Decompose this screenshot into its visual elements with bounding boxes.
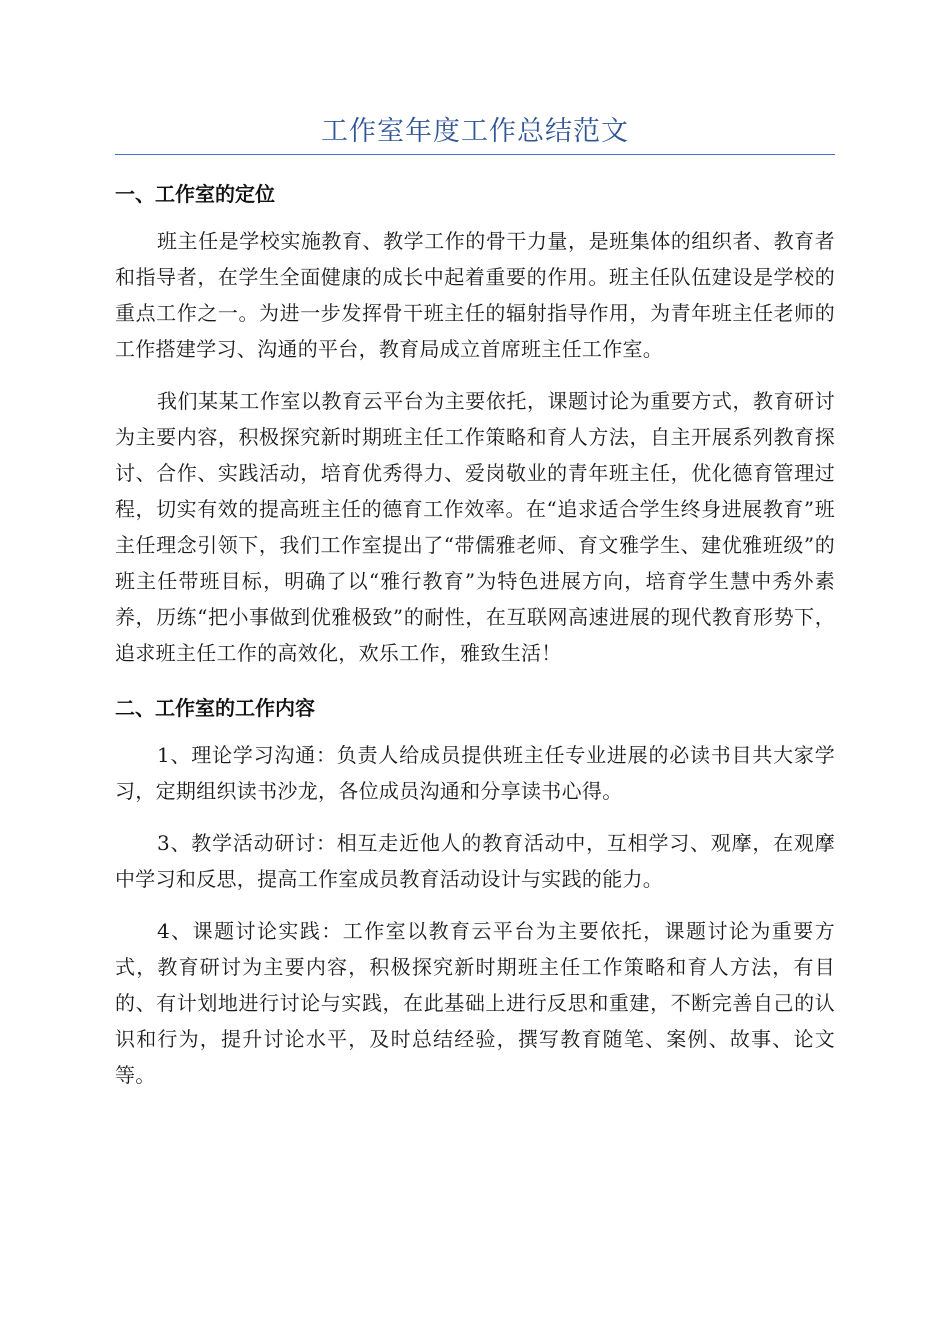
document-title: 工作室年度工作总结范文 bbox=[321, 116, 629, 147]
section-heading: 一、工作室的定位 bbox=[115, 182, 275, 206]
paragraph: 班主任是学校实施教育、教学工作的骨干力量，是班集体的组织者、教育者和指导者，在学生全面健康的成长中起着重要的作用。班主任队伍建设是学校的重点工作之一。为进一步发挥骨干班主任的辐射指导作用，为青年班主任老师的工作搭建学习、沟通的平台，教育局成立首席班主任工作室。 bbox=[115, 229, 835, 361]
paragraph: 3、教学活动研讨：相互走近他人的教育活动中，互相学习、观摩，在观摩中学习和反思，提高工作室成员教育活动设计与实践的能力。 bbox=[115, 831, 835, 891]
section-heading: 二、工作室的工作内容 bbox=[115, 696, 315, 720]
document-body bbox=[115, 173, 835, 1109]
paragraph: 1、理论学习沟通：负责人给成员提供班主任专业进展的必读书目共大家学习，定期组织读书沙龙，各位成员沟通和分享读书心得。 bbox=[115, 743, 835, 803]
section-positioning bbox=[115, 173, 835, 671]
paragraph: 4、课题讨论实践：工作室以教育云平台为主要依托，课题讨论为重要方式，教育研讨为主要内容，积极探究新时期班主任工作策略和育人方法，有目的、有计划地进行讨论与实践，在此基础上进行反思和重建，不断完善自己的认识和行为，提升讨论水平，及时总结经验，撰写教育随笔、案例、故事、论文等。 bbox=[115, 919, 835, 1087]
section-work-content bbox=[115, 687, 835, 1093]
paragraph: 我们某某工作室以教育云平台为主要依托，课题讨论为重要方式，教育研讨为主要内容，积极探究新时期班主任工作策略和育人方法，自主开展系列教育探讨、合作、实践活动，培育优秀得力、爱岗敬业的青年班主任，优化德育管理过程，切实有效的提高班主任的德育工作效率。在“追求适合学生终身进展教育”班主任理念引领下，我们工作室提出了“带儒雅老师、育文雅学生、建优雅班级”的班主任带班目标，明确了以“雅行教育”为特色进展方向，培育学生慧中秀外素养，历练“把小事做到优雅极致”的耐性，在互联网高速进展的现代教育形势下，追求班主任工作的高效化，欢乐工作，雅致生活！ bbox=[115, 389, 835, 665]
title-underline bbox=[115, 154, 835, 155]
